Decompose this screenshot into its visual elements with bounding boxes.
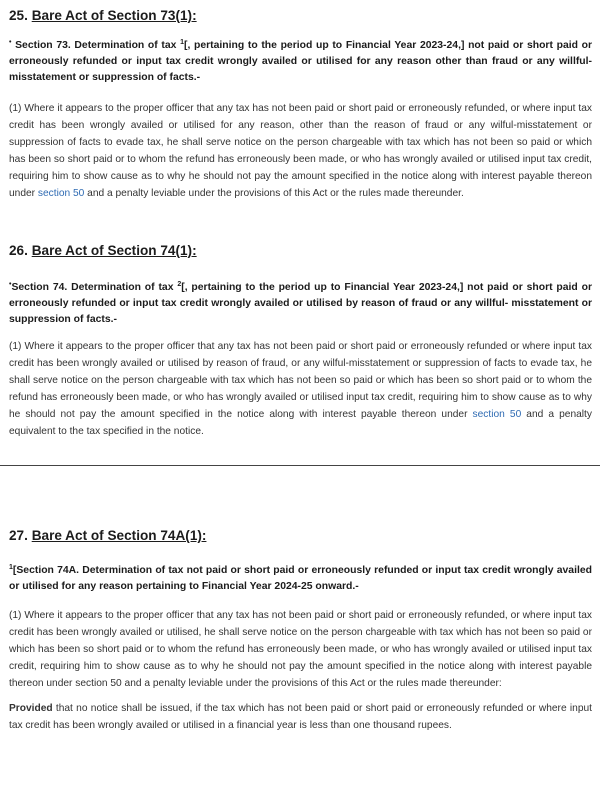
section-74a-block	[9, 528, 592, 734]
title-rest: [Section 74A. Determination of tax not paid or short paid or erroneously refunded or input tax credit wrongly availed or utilised for any reason pertaining to Financial Year 2024-25 onward.-	[9, 565, 592, 592]
proviso-text: that no notice shall be issued, if the tax which has not been paid or short paid or erroneously refunded or where input tax credit has been wrongly availed or utilised in a financial year is less than one thousand rupees.	[9, 703, 592, 731]
title-prefix: Section 74. Determination of tax	[11, 282, 178, 293]
section-body	[9, 338, 592, 440]
section-title: • Section 73. Determination of tax $^1$[, pertaining to the period up to Financial Year 2023-24,] not paid or short paid or erroneously refunded or input tax credit wrongly availed or utilised for any reason other than fraud or any willful-misstatement or suppression of facts.-	[9, 39, 593, 83]
title-rest: [, pertaining to the period up to Financial Year 2023-24,] not paid or short paid or erroneously refunded or input tax credit wrongly availed or utilised for any reason other than fraud or any willful-misstatement or suppression of facts.-	[9, 40, 593, 83]
section-title	[9, 563, 592, 595]
section-50-link[interactable]: section 50	[472, 409, 522, 420]
title-prefix: Section 73. Determination of tax	[15, 40, 181, 51]
footnote-marker: 2	[177, 281, 182, 288]
section-heading-text: Bare Act of Section 73(1):	[31, 8, 197, 23]
section-title: •Section 74. Determination of tax $^2$[, pertaining to the period up to Financial Year 2023-24,] not paid or short paid or erroneously refunded or input tax credit wrongly availed or utilised by reason of fraud or any willful- misstatement or suppression of facts.-	[9, 281, 593, 325]
body-text: (1) Where it appears to the proper officer that any tax has not been paid or short paid or erroneously refunded or where input tax credit has been wrongly availed or utilised by reason of fraud, or any wilful-misstatement or suppression of facts to evade tax, he shall serve notice on the person chargeable with tax which has not been so paid or which has been so short paid or to whom the refund has erroneously been made, or who has wrongly availed or utilised input tax credit, requiring him to show cause as to why he should not pay the amount specified in the notice along with interest payable thereon under	[9, 341, 592, 420]
proviso-label: Provided	[9, 703, 53, 714]
section-number: 26.	[9, 243, 28, 258]
body-end: and a penalty leviable under the provisions of this Act or the rules made thereunder.	[84, 188, 464, 199]
title-rest: [, pertaining to the period up to Financial Year 2023-24,] not paid or short paid or erroneously refunded or input tax credit wrongly availed or utilised by reason of fraud or any willful- misstatement or suppression of facts.-	[9, 282, 593, 325]
section-50-link[interactable]: section 50	[37, 188, 85, 199]
body-end: and a penalty equivalent to the tax specified in the notice.	[9, 409, 592, 437]
section-body	[9, 607, 592, 692]
section-heading	[9, 8, 592, 23]
footnote-marker: 1	[9, 564, 13, 571]
section-heading	[9, 243, 592, 258]
section-74-block	[9, 243, 592, 440]
section-heading-text: Bare Act of Section 74A(1):	[31, 528, 207, 543]
section-number: 27.	[9, 528, 28, 543]
body-text: (1) Where it appears to the proper officer that any tax has not been paid or short paid or erroneously refunded, or where input tax credit has been wrongly availed or utilised, he shall serve notice on the person chargeable with tax which has not been so paid or which has been so short paid or to whom the refund has erroneously been made, or who has wrongly availed or utilised input tax credit, requiring him to show cause as to why he should not pay the amount specified in the notice along with interest payable thereon under section 50 and a penalty leviable under the provisions of this Act or the rules made thereunder:	[9, 610, 592, 689]
section-number: 25.	[9, 8, 28, 23]
footnote-marker: 1	[180, 39, 184, 46]
section-heading-text: Bare Act of Section 74(1):	[31, 243, 197, 258]
section-body	[9, 100, 592, 202]
section-heading	[9, 528, 592, 543]
proviso	[9, 700, 592, 734]
section-divider	[0, 465, 600, 466]
section-73-block	[9, 8, 592, 202]
body-text: (1) Where it appears to the proper officer that any tax has not been paid or short paid or erroneously refunded, or where input tax credit has been wrongly availed or utilised for any reason, other than the reason of fraud or any wilful-misstatement or suppression of facts to evade tax, he shall serve notice on the person chargeable with tax which has not been so paid or which has been so short paid or to whom the refund has erroneously been made, or who has wrongly availed or utilised input tax credit, requiring him to show cause as to why he should not pay the amount specified in the notice along with interest payable thereon under	[9, 103, 592, 199]
